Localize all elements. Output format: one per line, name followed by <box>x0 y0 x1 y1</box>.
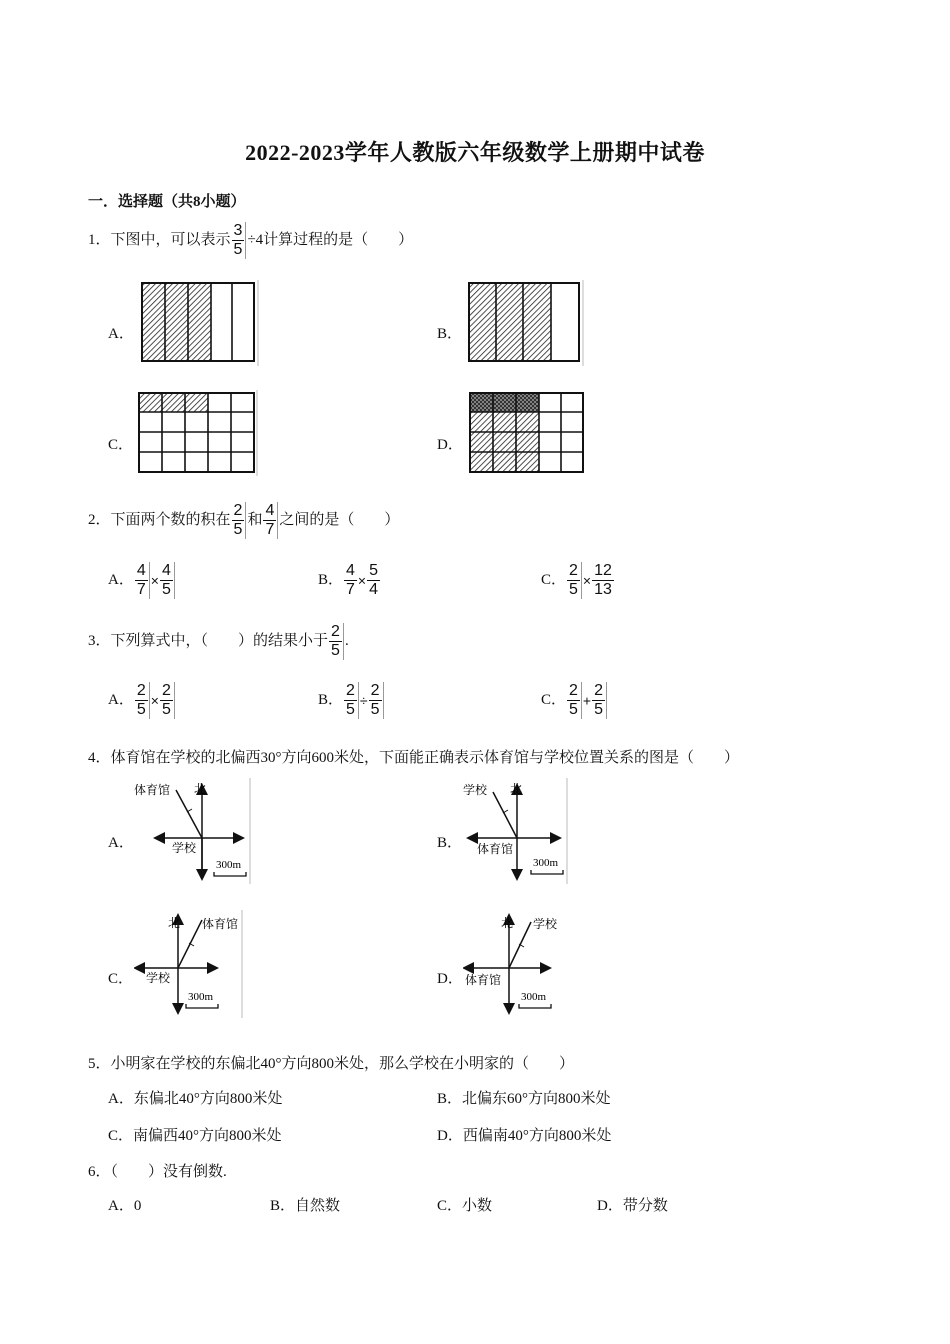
question-number: 4． <box>88 750 111 766</box>
fraction: $\frac{3}{5}$ <box>232 222 247 259</box>
gym-label: 体育馆 <box>134 783 171 797</box>
operator: × <box>150 692 159 709</box>
fraction: $\frac{5}{4}$ <box>369 562 379 598</box>
option-b-direction-figure[interactable] <box>463 778 569 884</box>
question-text: 之间的是（ ） <box>279 511 400 528</box>
option-label-b[interactable]: B． <box>437 326 463 342</box>
fraction: $\frac{2}{5}$ <box>160 682 175 719</box>
question-number: 6． <box>88 1164 111 1180</box>
north-label: 北 <box>194 782 207 796</box>
page-title: 2022-2023学年人教版六年级数学上册期中试卷 <box>245 140 705 165</box>
question-text: 体育馆在学校的北偏西30°方向600米处，下面能正确表示体育馆与学校位置关系的图是（ ） <box>110 750 740 766</box>
operator: + <box>582 692 592 709</box>
question-text: 下面两个数的积在 <box>110 511 231 528</box>
option-label-b[interactable]: B． <box>437 835 463 851</box>
option-label: B． <box>318 571 344 588</box>
option-c[interactable]: C．南偏西40°方向800米处 <box>108 1128 282 1144</box>
operator: ÷ <box>359 692 368 709</box>
option-b[interactable] <box>318 682 385 719</box>
option-label-c[interactable]: C． <box>108 437 134 453</box>
option-a[interactable] <box>108 682 176 719</box>
fraction: $\frac{4}{7}$ <box>263 502 278 539</box>
option-a[interactable] <box>108 562 176 599</box>
option-label-a[interactable]: A． <box>108 326 134 342</box>
section-heading: 一．选择题（共8小题） <box>88 194 246 210</box>
option-d[interactable]: D．西偏南40°方向800米处 <box>437 1128 612 1144</box>
option-label-a[interactable]: A． <box>108 835 134 851</box>
option-label: C． <box>541 691 567 708</box>
school-label: 学校 <box>533 917 558 931</box>
question-text: . <box>344 632 349 649</box>
school-label: 学校 <box>172 841 197 855</box>
question-1 <box>88 222 413 259</box>
question-4 <box>88 746 739 767</box>
option-b[interactable]: B．北偏东60°方向800米处 <box>437 1091 611 1107</box>
scale-label: 300m <box>533 857 559 869</box>
option-label: A． <box>108 691 134 708</box>
fraction: $\frac{2}{5}$ <box>344 682 359 719</box>
question-text: 下列算式中，（ ）的结果小于 <box>110 632 329 649</box>
option-a[interactable]: A．东偏北40°方向800米处 <box>108 1091 283 1107</box>
question-text: 小明家在学校的东偏北40°方向800米处，那么学校在小明家的（ ） <box>110 1056 575 1072</box>
fraction: $\frac{4}{7}$ <box>346 562 355 598</box>
question-text: 下图中，可以表示 <box>110 231 231 248</box>
option-label: B． <box>318 691 344 708</box>
operator: × <box>582 572 592 589</box>
north-label: 北 <box>510 782 523 796</box>
school-label: 学校 <box>146 971 171 985</box>
option-a-direction-figure[interactable] <box>134 778 252 884</box>
option-b[interactable]: B．自然数 <box>270 1198 341 1214</box>
question-text: 和 <box>247 511 263 528</box>
operator: × <box>357 572 367 589</box>
fraction: $\frac{4}{5}$ <box>160 562 175 599</box>
north-label: 北 <box>168 916 181 930</box>
operator: × <box>150 572 159 589</box>
question-3 <box>88 623 349 660</box>
question-number: 1． <box>88 231 111 248</box>
option-label: C． <box>541 571 567 588</box>
option-a-strip-figure[interactable] <box>136 280 260 366</box>
gym-label: 体育馆 <box>477 842 514 856</box>
option-a[interactable]: A．0 <box>108 1198 142 1214</box>
option-c-grid-figure[interactable] <box>136 390 260 476</box>
fraction: $\frac{12}{13}$ <box>594 562 612 598</box>
question-text: ÷4计算过程的是（ ） <box>247 231 414 248</box>
option-d[interactable]: D．带分数 <box>597 1198 668 1214</box>
option-d-direction-figure[interactable] <box>463 910 569 1018</box>
school-label: 学校 <box>463 783 488 797</box>
option-label-d[interactable]: D． <box>437 971 463 987</box>
option-b[interactable] <box>318 562 381 599</box>
question-number: 3． <box>88 632 111 649</box>
question-number: 2． <box>88 511 111 528</box>
option-c-direction-figure[interactable] <box>134 910 246 1018</box>
fraction: $\frac{4}{7}$ <box>135 562 150 599</box>
gym-label: 体育馆 <box>202 917 239 931</box>
question-6 <box>88 1160 227 1181</box>
fraction: $\frac{2}{5}$ <box>329 623 344 660</box>
scale-label: 300m <box>216 859 242 871</box>
option-c[interactable] <box>541 682 608 719</box>
gym-label: 体育馆 <box>465 973 502 987</box>
option-label: A． <box>108 571 134 588</box>
fraction: $\frac{2}{5}$ <box>232 502 247 539</box>
fraction: $\frac{2}{5}$ <box>369 682 384 719</box>
option-label-d[interactable]: D． <box>437 437 463 453</box>
option-c[interactable]: C．小数 <box>437 1198 493 1214</box>
option-d-grid-figure[interactable] <box>465 390 589 476</box>
fraction: $\frac{2}{5}$ <box>592 682 607 719</box>
option-c[interactable] <box>541 562 615 599</box>
fraction: $\frac{2}{5}$ <box>567 682 582 719</box>
question-5 <box>88 1052 574 1073</box>
fraction: $\frac{2}{5}$ <box>135 682 150 719</box>
scale-label: 300m <box>188 991 214 1003</box>
option-b-strip-figure[interactable] <box>465 280 589 366</box>
question-2 <box>88 502 399 539</box>
question-text: （ ）没有倒数. <box>110 1164 227 1180</box>
question-number: 5． <box>88 1056 111 1072</box>
fraction: $\frac{2}{5}$ <box>567 562 582 599</box>
scale-label: 300m <box>521 991 547 1003</box>
option-label-c[interactable]: C． <box>108 971 134 987</box>
north-label: 北 <box>501 916 514 930</box>
